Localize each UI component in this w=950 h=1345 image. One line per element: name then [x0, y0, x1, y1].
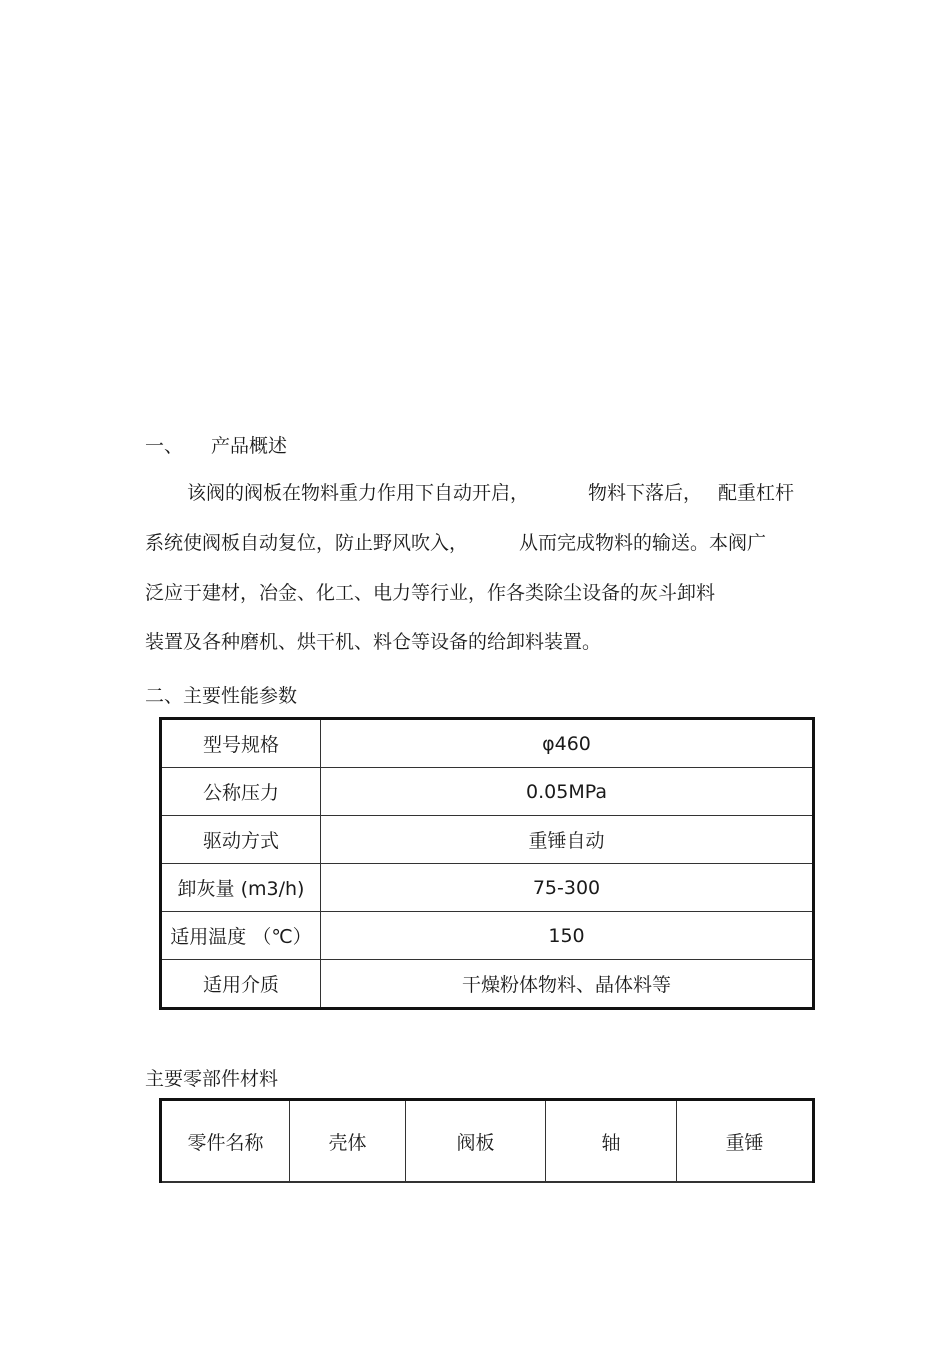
paragraph-line-1c: [718, 481, 794, 505]
spec-table: [159, 717, 815, 1010]
spec-value: 重锤自动: [321, 816, 814, 864]
table-row: [161, 768, 814, 816]
section-heading-overview: [145, 431, 287, 458]
paragraph-line-1b: [588, 481, 702, 505]
parts-cell: 重锤: [677, 1100, 814, 1183]
section-heading-parts: 主要零部件材料: [145, 1068, 279, 1090]
spec-label: 适用介质: [161, 960, 321, 1009]
parts-cell: 阀板: [406, 1100, 546, 1183]
section-title: 产品概述: [211, 435, 288, 457]
text-segment: 配重杠杆: [718, 482, 795, 504]
parts-table: [159, 1098, 815, 1183]
paragraph-line-3: 泛应于建材，冶金、化工、电力等行业，作各类除尘设备的灰斗卸料: [145, 582, 716, 604]
text-segment: 从而完成物料的输送。本阀广: [519, 532, 767, 554]
spec-value: 150: [321, 912, 814, 960]
spec-label: 型号规格: [161, 719, 321, 768]
paragraph-line-2: [145, 531, 468, 555]
text-segment: 物料下落后，: [588, 482, 703, 504]
spec-label: 驱动方式: [161, 816, 321, 864]
table-row: [161, 1100, 814, 1183]
parts-cell: 零件名称: [161, 1100, 290, 1183]
section-number: 一、: [145, 435, 184, 457]
spec-value: 干燥粉体物料、晶体料等: [321, 960, 814, 1009]
spec-value: φ460: [321, 719, 814, 768]
parts-cell: 轴: [546, 1100, 677, 1183]
spec-value: 75-300: [321, 864, 814, 912]
section-heading-parameters: 二、主要性能参数: [145, 685, 298, 707]
spec-label: 适用温度 （℃）: [161, 912, 321, 960]
table-row: [161, 864, 814, 912]
table-row: [161, 719, 814, 768]
table-row: [161, 912, 814, 960]
spec-label: 公称压力: [161, 768, 321, 816]
spec-label: 卸灰量 (m3/h): [161, 864, 321, 912]
text-segment: 该阀的阀板在物料重力作用下自动开启，: [187, 482, 530, 504]
parts-cell: 壳体: [290, 1100, 406, 1183]
table-row: [161, 816, 814, 864]
paragraph-line-4: 装置及各种磨机、烘干机、料仓等设备的给卸料装置。: [145, 631, 602, 653]
spec-value: 0.05MPa: [321, 768, 814, 816]
text-segment: 系统使阀板自动复位，防止野风吹入，: [145, 532, 469, 554]
paragraph-line-2b: [519, 531, 766, 555]
paragraph-line-1: [187, 481, 529, 505]
table-row: [161, 960, 814, 1009]
